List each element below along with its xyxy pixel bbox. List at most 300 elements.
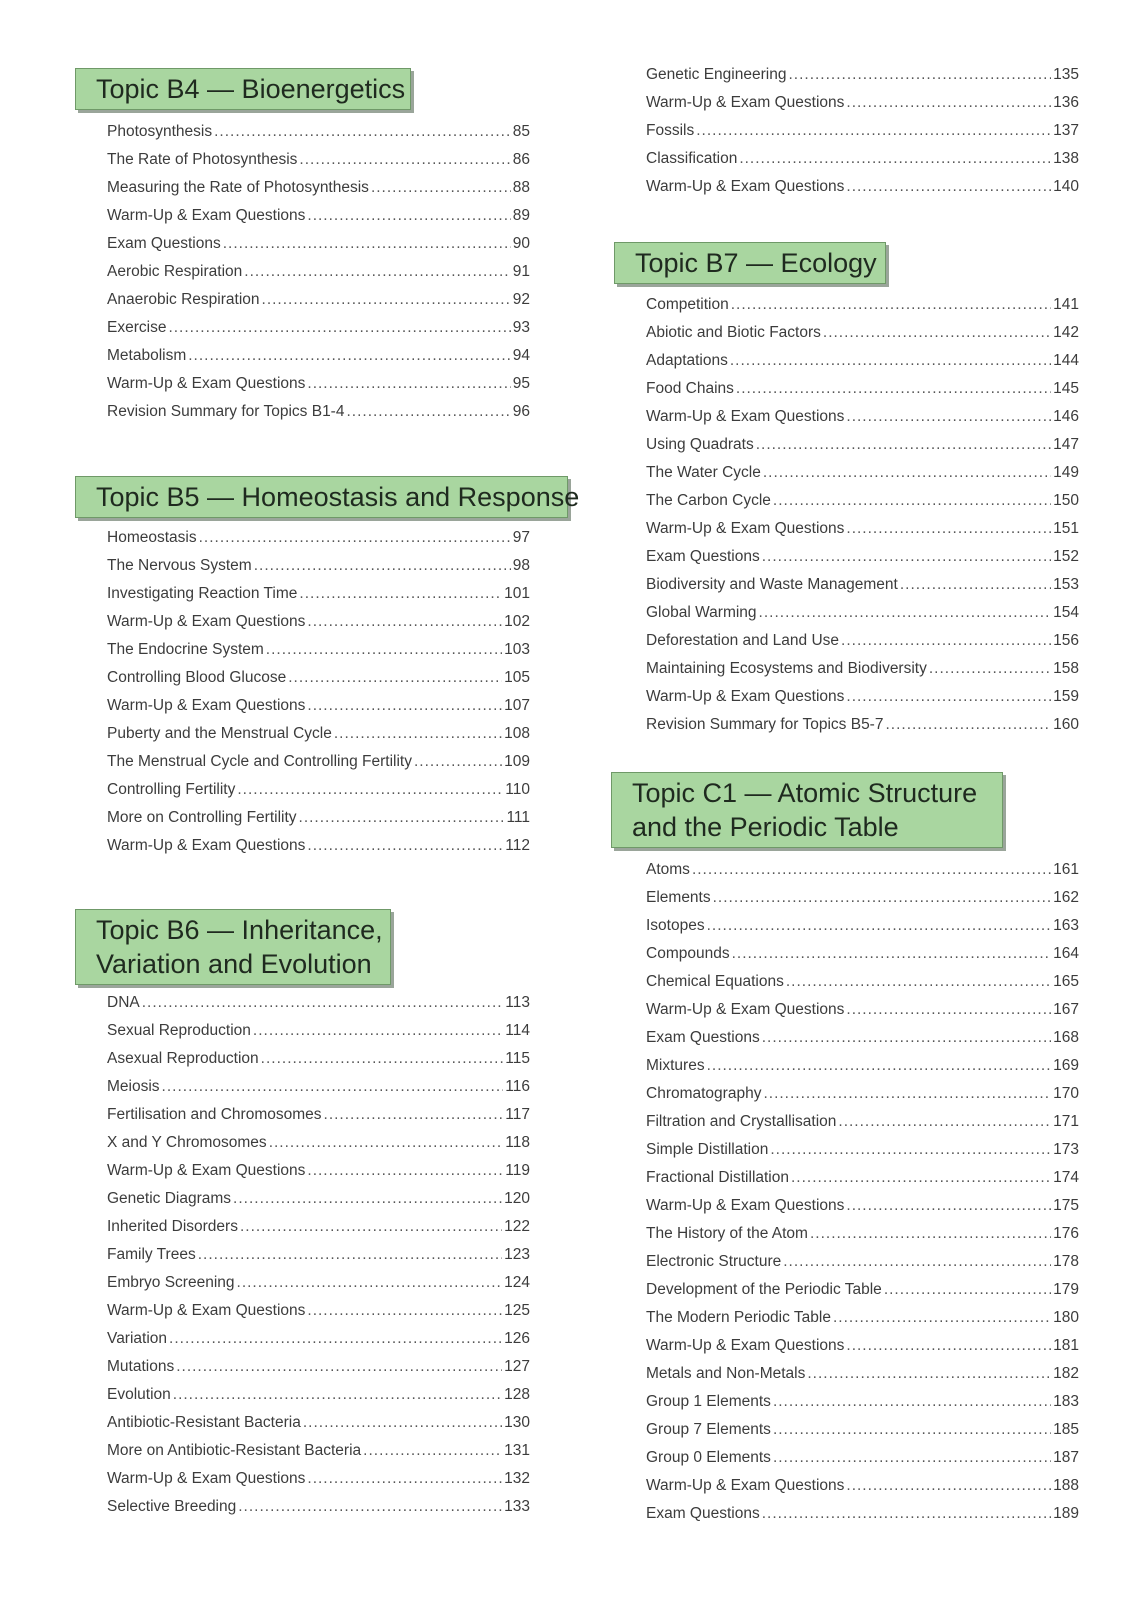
toc-entry-page-number: 142 — [1053, 324, 1079, 341]
toc-entry-title: Food Chains — [646, 380, 734, 397]
topic-heading — [611, 772, 1003, 848]
dot-leader — [736, 375, 1051, 403]
toc-entry-title: Group 0 Elements — [646, 1449, 771, 1466]
toc-entry-page-number: 128 — [504, 1386, 530, 1403]
toc-entry-title: Warm-Up & Exam Questions — [107, 1470, 306, 1487]
dot-leader — [783, 1248, 1051, 1276]
dot-leader — [262, 286, 511, 314]
toc-entry-page-number: 145 — [1053, 380, 1079, 397]
toc-entry-page-number: 85 — [512, 123, 530, 140]
toc-entry[interactable] — [646, 683, 1079, 711]
dot-leader — [142, 989, 504, 1017]
dot-leader — [762, 543, 1051, 571]
dot-leader — [363, 1437, 502, 1465]
toc-entry-page-number: 110 — [505, 781, 530, 798]
toc-entry-title: Using Quadrats — [646, 436, 754, 453]
topic-heading — [75, 68, 411, 110]
toc-entry[interactable] — [646, 1500, 1079, 1528]
dot-leader — [846, 996, 1051, 1024]
dot-leader — [791, 1164, 1051, 1192]
toc-entry-title: The Carbon Cycle — [646, 492, 771, 509]
toc-entry-page-number: 182 — [1053, 1365, 1079, 1382]
toc-entry-page-number: 179 — [1053, 1281, 1079, 1298]
dot-leader — [162, 1073, 504, 1101]
toc-entry-page-number: 105 — [504, 669, 530, 686]
toc-entry-page-number: 151 — [1053, 520, 1079, 537]
toc-entry-page-number: 92 — [512, 291, 530, 308]
toc-entry-title: Variation — [107, 1330, 168, 1347]
toc-entry[interactable] — [107, 1157, 530, 1185]
toc-entry-title: The Menstrual Cycle and Controlling Fertility — [107, 753, 412, 770]
dot-leader — [773, 1444, 1051, 1472]
toc-entry[interactable] — [107, 230, 530, 258]
toc-entry[interactable] — [107, 1045, 530, 1073]
dot-leader — [299, 580, 502, 608]
dot-leader — [841, 627, 1051, 655]
dot-leader — [324, 1101, 504, 1129]
toc-entry-title: Simple Distillation — [646, 1141, 769, 1158]
dot-leader — [731, 291, 1051, 319]
dot-leader — [176, 1353, 502, 1381]
toc-entry-page-number: 165 — [1053, 973, 1079, 990]
dot-leader — [846, 1192, 1051, 1220]
toc-entry-title: Controlling Fertility — [107, 781, 236, 798]
dot-leader — [346, 398, 510, 426]
dot-leader — [846, 1332, 1051, 1360]
toc-entry-page-number: 125 — [504, 1302, 530, 1319]
toc-entry-page-number: 144 — [1053, 352, 1079, 369]
toc-entry[interactable] — [646, 515, 1079, 543]
topic-heading — [614, 242, 886, 284]
dot-leader — [238, 1493, 502, 1521]
dot-leader — [773, 1416, 1051, 1444]
toc-entry-page-number: 180 — [1053, 1309, 1079, 1326]
toc-entry-title: Global Warming — [646, 604, 757, 621]
toc-entry[interactable] — [646, 1192, 1079, 1220]
toc-entry-page-number: 140 — [1053, 178, 1079, 195]
toc-entry-page-number: 167 — [1053, 1001, 1079, 1018]
toc-entry-title: Photosynthesis — [107, 123, 213, 140]
toc-entry[interactable] — [107, 524, 530, 552]
toc-entry[interactable] — [646, 459, 1079, 487]
dot-leader — [707, 1052, 1052, 1080]
toc-entry[interactable] — [646, 543, 1079, 571]
dot-leader — [371, 174, 511, 202]
toc-entry[interactable] — [107, 552, 530, 580]
toc-entry-page-number: 127 — [504, 1358, 530, 1375]
dot-leader — [763, 459, 1051, 487]
toc-entry[interactable] — [646, 884, 1079, 912]
dot-leader — [846, 1472, 1051, 1500]
toc-entry[interactable] — [107, 832, 530, 860]
toc-entry[interactable] — [646, 1108, 1079, 1136]
toc-entry-title: Warm-Up & Exam Questions — [646, 1197, 845, 1214]
toc-entry-page-number: 150 — [1053, 492, 1079, 509]
toc-entry-title: Sexual Reproduction — [107, 1022, 251, 1039]
toc-entry[interactable] — [107, 146, 530, 174]
toc-entry-title: Homeostasis — [107, 529, 197, 546]
toc-entry-page-number: 122 — [504, 1218, 530, 1235]
toc-entry-page-number: 126 — [504, 1330, 530, 1347]
toc-entry-page-number: 147 — [1053, 436, 1079, 453]
toc-entry[interactable] — [107, 580, 530, 608]
toc-list — [646, 291, 1079, 739]
toc-list — [646, 61, 1079, 201]
toc-entry-page-number: 187 — [1053, 1449, 1079, 1466]
dot-leader — [692, 856, 1051, 884]
toc-entry[interactable] — [107, 1129, 530, 1157]
dot-leader — [188, 342, 511, 370]
toc-entry-title: Asexual Reproduction — [107, 1050, 259, 1067]
toc-entry[interactable] — [646, 1472, 1079, 1500]
toc-entry-title: Fossils — [646, 122, 695, 139]
topic-heading-line: Topic B7 — Ecology — [635, 248, 877, 278]
toc-entry[interactable] — [646, 571, 1079, 599]
toc-entry-title: Embryo Screening — [107, 1274, 235, 1291]
dot-leader — [334, 720, 502, 748]
toc-entry-page-number: 170 — [1053, 1085, 1079, 1102]
toc-entry-title: Exam Questions — [107, 235, 221, 252]
dot-leader — [773, 1388, 1051, 1416]
toc-entry-page-number: 96 — [512, 403, 530, 420]
toc-entry-title: Warm-Up & Exam Questions — [107, 837, 306, 854]
toc-entry-title: The Rate of Photosynthesis — [107, 151, 298, 168]
dot-leader — [884, 1276, 1051, 1304]
dot-leader — [846, 89, 1051, 117]
toc-entry-title: Genetic Engineering — [646, 66, 787, 83]
toc-entry-page-number: 120 — [504, 1190, 530, 1207]
dot-leader — [299, 146, 510, 174]
toc-entry[interactable] — [107, 636, 530, 664]
dot-leader — [288, 664, 502, 692]
toc-entry-title: Measuring the Rate of Photosynthesis — [107, 179, 369, 196]
toc-entry-title: The History of the Atom — [646, 1225, 808, 1242]
toc-entry[interactable] — [646, 1136, 1079, 1164]
toc-entry-title: Adaptations — [646, 352, 728, 369]
toc-entry-page-number: 189 — [1053, 1505, 1079, 1522]
toc-entry-title: Warm-Up & Exam Questions — [107, 1302, 306, 1319]
toc-entry[interactable] — [107, 1017, 530, 1045]
toc-entry[interactable] — [646, 61, 1079, 89]
toc-entry[interactable] — [107, 1325, 530, 1353]
toc-entry[interactable] — [107, 1381, 530, 1409]
toc-list — [107, 118, 530, 426]
dot-leader — [732, 940, 1052, 968]
toc-entry-page-number: 133 — [504, 1498, 530, 1515]
toc-entry-title: Aerobic Respiration — [107, 263, 243, 280]
toc-entry-title: Atoms — [646, 861, 690, 878]
toc-entry[interactable] — [107, 748, 530, 776]
toc-entry[interactable] — [646, 1444, 1079, 1472]
toc-entry-title: Warm-Up & Exam Questions — [646, 1337, 845, 1354]
toc-entry[interactable] — [107, 1493, 530, 1521]
toc-entry[interactable] — [107, 258, 530, 286]
dot-leader — [900, 571, 1051, 599]
toc-entry-page-number: 185 — [1053, 1421, 1079, 1438]
toc-entry-title: Group 1 Elements — [646, 1393, 771, 1410]
toc-entry[interactable] — [646, 1164, 1079, 1192]
toc-entry[interactable] — [107, 398, 530, 426]
toc-entry-title: Filtration and Crystallisation — [646, 1113, 837, 1130]
topic-heading-line: and the Periodic Table — [632, 812, 899, 842]
toc-entry-page-number: 188 — [1053, 1477, 1079, 1494]
toc-entry-page-number: 95 — [512, 375, 530, 392]
dot-leader — [833, 1304, 1051, 1332]
toc-entry-title: The Nervous System — [107, 557, 252, 574]
toc-entry[interactable] — [107, 1465, 530, 1493]
toc-entry[interactable] — [646, 1052, 1079, 1080]
toc-entry[interactable] — [646, 1080, 1079, 1108]
toc-entry-title: Warm-Up & Exam Questions — [107, 1162, 306, 1179]
toc-entry[interactable] — [646, 347, 1079, 375]
toc-entry-title: Warm-Up & Exam Questions — [646, 94, 845, 111]
toc-entry-title: Family Trees — [107, 1246, 196, 1263]
toc-entry-title: Evolution — [107, 1386, 171, 1403]
toc-entry[interactable] — [646, 1304, 1079, 1332]
toc-entry[interactable] — [646, 291, 1079, 319]
toc-entry-page-number: 102 — [504, 613, 530, 630]
toc-entry-title: More on Controlling Fertility — [107, 809, 297, 826]
toc-entry-page-number: 116 — [505, 1078, 530, 1095]
toc-entry-page-number: 174 — [1053, 1169, 1079, 1186]
toc-entry-title: Exam Questions — [646, 1029, 760, 1046]
toc-entry[interactable] — [107, 118, 530, 146]
toc-entry[interactable] — [107, 1101, 530, 1129]
toc-entry[interactable] — [646, 996, 1079, 1024]
toc-entry[interactable] — [107, 1185, 530, 1213]
toc-entry-page-number: 86 — [512, 151, 530, 168]
toc-entry[interactable] — [646, 1360, 1079, 1388]
toc-entry-title: Genetic Diagrams — [107, 1190, 232, 1207]
toc-entry[interactable] — [646, 403, 1079, 431]
toc-entry[interactable] — [107, 1353, 530, 1381]
dot-leader — [885, 711, 1051, 739]
toc-entry[interactable] — [646, 711, 1079, 739]
dot-leader — [307, 1297, 502, 1325]
toc-entry-title: Exam Questions — [646, 1505, 760, 1522]
toc-entry[interactable] — [646, 1024, 1079, 1052]
toc-entry-title: Classification — [646, 150, 738, 167]
toc-entry-title: Warm-Up & Exam Questions — [646, 1477, 845, 1494]
dot-leader — [713, 884, 1052, 912]
toc-entry-page-number: 158 — [1053, 660, 1079, 677]
toc-entry[interactable] — [107, 608, 530, 636]
toc-entry-page-number: 136 — [1053, 94, 1079, 111]
toc-entry-title: Selective Breeding — [107, 1498, 237, 1515]
dot-leader — [762, 1500, 1051, 1528]
dot-leader — [770, 1136, 1051, 1164]
dot-leader — [303, 1409, 502, 1437]
toc-entry[interactable] — [107, 370, 530, 398]
dot-leader — [810, 1220, 1051, 1248]
dot-leader — [414, 748, 502, 776]
dot-leader — [307, 370, 510, 398]
toc-entry-page-number: 109 — [504, 753, 530, 770]
dot-leader — [823, 319, 1051, 347]
toc-entry[interactable] — [107, 1437, 530, 1465]
toc-entry[interactable] — [646, 1276, 1079, 1304]
toc-entry-title: Anaerobic Respiration — [107, 291, 260, 308]
toc-entry-title: Revision Summary for Topics B1-4 — [107, 403, 345, 420]
toc-entry-page-number: 149 — [1053, 464, 1079, 481]
toc-entry[interactable] — [107, 989, 530, 1017]
dot-leader — [929, 655, 1051, 683]
toc-entry-title: Isotopes — [646, 917, 705, 934]
toc-entry-title: More on Antibiotic-Resistant Bacteria — [107, 1442, 362, 1459]
toc-entry-page-number: 154 — [1053, 604, 1079, 621]
dot-leader — [237, 776, 503, 804]
toc-entry-title: Electronic Structure — [646, 1253, 782, 1270]
toc-entry[interactable] — [646, 375, 1079, 403]
toc-entry[interactable] — [646, 1416, 1079, 1444]
dot-leader — [214, 118, 511, 146]
toc-entry-page-number: 181 — [1053, 1337, 1079, 1354]
toc-entry[interactable] — [646, 145, 1079, 173]
dot-leader — [269, 1129, 504, 1157]
toc-entry[interactable] — [646, 319, 1079, 347]
dot-leader — [838, 1108, 1051, 1136]
dot-leader — [763, 1080, 1051, 1108]
toc-entry-title: X and Y Chromosomes — [107, 1134, 267, 1151]
toc-entry-title: Fractional Distillation — [646, 1169, 789, 1186]
toc-entry-page-number: 114 — [505, 1022, 530, 1039]
toc-entry-title: Warm-Up & Exam Questions — [107, 697, 306, 714]
dot-leader — [307, 1157, 503, 1185]
toc-entry[interactable] — [646, 627, 1079, 655]
toc-entry-page-number: 162 — [1053, 889, 1079, 906]
toc-entry-title: Inherited Disorders — [107, 1218, 238, 1235]
toc-entry-title: Development of the Periodic Table — [646, 1281, 882, 1298]
toc-entry-page-number: 153 — [1053, 576, 1079, 593]
dot-leader — [237, 1269, 503, 1297]
toc-entry[interactable] — [646, 431, 1079, 459]
dot-leader — [788, 61, 1051, 89]
toc-entry-page-number: 117 — [505, 1106, 530, 1123]
toc-entry-title: Mutations — [107, 1358, 175, 1375]
toc-entry[interactable] — [107, 1213, 530, 1241]
toc-entry[interactable] — [646, 940, 1079, 968]
dot-leader — [168, 314, 510, 342]
toc-entry-page-number: 98 — [512, 557, 530, 574]
toc-entry[interactable] — [646, 173, 1079, 201]
toc-entry-page-number: 103 — [504, 641, 530, 658]
dot-leader — [199, 524, 511, 552]
toc-entry-title: Warm-Up & Exam Questions — [646, 688, 845, 705]
toc-entry[interactable] — [107, 804, 530, 832]
toc-entry[interactable] — [646, 1388, 1079, 1416]
dot-leader — [261, 1045, 504, 1073]
toc-entry-title: Revision Summary for Topics B5-7 — [646, 716, 884, 733]
toc-entry-title: Exercise — [107, 319, 167, 336]
dot-leader — [307, 608, 502, 636]
toc-entry-page-number: 89 — [512, 207, 530, 224]
toc-entry[interactable] — [646, 487, 1079, 515]
topic-heading-line: Topic C1 — Atomic Structure — [632, 778, 978, 808]
dot-leader — [786, 968, 1051, 996]
toc-entry-page-number: 132 — [504, 1470, 530, 1487]
toc-entry-title: Biodiversity and Waste Management — [646, 576, 898, 593]
dot-leader — [244, 258, 510, 286]
toc-entry[interactable] — [107, 342, 530, 370]
toc-entry-page-number: 169 — [1053, 1057, 1079, 1074]
toc-entry-title: Antibiotic-Resistant Bacteria — [107, 1414, 301, 1431]
toc-list — [107, 524, 530, 860]
toc-entry-page-number: 135 — [1053, 66, 1079, 83]
dot-leader — [198, 1241, 502, 1269]
toc-entry[interactable] — [107, 692, 530, 720]
toc-entry[interactable] — [646, 912, 1079, 940]
toc-entry-page-number: 171 — [1053, 1113, 1079, 1130]
toc-entry-page-number: 131 — [504, 1442, 530, 1459]
toc-entry-title: Metabolism — [107, 347, 187, 364]
toc-entry[interactable] — [107, 664, 530, 692]
toc-entry[interactable] — [107, 314, 530, 342]
toc-entry[interactable] — [107, 720, 530, 748]
toc-entry-page-number: 173 — [1053, 1141, 1079, 1158]
toc-entry-title: Warm-Up & Exam Questions — [107, 613, 306, 630]
toc-entry-page-number: 119 — [505, 1162, 530, 1179]
toc-entry[interactable] — [646, 117, 1079, 145]
toc-entry[interactable] — [107, 286, 530, 314]
toc-entry-page-number: 156 — [1053, 632, 1079, 649]
toc-entry-page-number: 88 — [512, 179, 530, 196]
toc-entry-page-number: 108 — [504, 725, 530, 742]
dot-leader — [223, 230, 511, 258]
toc-entry-title: Abiotic and Biotic Factors — [646, 324, 821, 341]
toc-entry-title: Exam Questions — [646, 548, 760, 565]
dot-leader — [307, 832, 503, 860]
toc-entry[interactable] — [107, 1073, 530, 1101]
toc-entry-title: Chemical Equations — [646, 973, 784, 990]
toc-list — [646, 856, 1079, 1528]
toc-entry-title: Fertilisation and Chromosomes — [107, 1106, 322, 1123]
toc-entry[interactable] — [646, 1220, 1079, 1248]
toc-entry[interactable] — [107, 1297, 530, 1325]
toc-entry-page-number: 93 — [512, 319, 530, 336]
toc-entry[interactable] — [646, 89, 1079, 117]
dot-leader — [846, 403, 1051, 431]
toc-entry[interactable] — [646, 856, 1079, 884]
toc-entry-page-number: 161 — [1053, 861, 1079, 878]
toc-entry-title: Group 7 Elements — [646, 1421, 771, 1438]
toc-entry-page-number: 183 — [1053, 1393, 1079, 1410]
toc-entry-page-number: 138 — [1053, 150, 1079, 167]
dot-leader — [169, 1325, 502, 1353]
toc-entry-page-number: 178 — [1053, 1253, 1079, 1270]
toc-entry[interactable] — [107, 1269, 530, 1297]
toc-entry[interactable] — [107, 1241, 530, 1269]
dot-leader — [307, 1465, 502, 1493]
toc-entry[interactable] — [107, 174, 530, 202]
toc-entry[interactable] — [646, 1248, 1079, 1276]
toc-entry[interactable] — [646, 1332, 1079, 1360]
toc-entry[interactable] — [646, 968, 1079, 996]
toc-entry-page-number: 112 — [505, 837, 530, 854]
dot-leader — [307, 692, 502, 720]
toc-entry-title: Warm-Up & Exam Questions — [646, 1001, 845, 1018]
toc-entry-title: Maintaining Ecosystems and Biodiversity — [646, 660, 927, 677]
toc-entry-page-number: 118 — [505, 1134, 530, 1151]
toc-entry[interactable] — [107, 202, 530, 230]
dot-leader — [299, 804, 505, 832]
dot-leader — [846, 683, 1051, 711]
toc-entry-title: Puberty and the Menstrual Cycle — [107, 725, 332, 742]
toc-entry[interactable] — [107, 1409, 530, 1437]
toc-entry[interactable] — [646, 655, 1079, 683]
toc-entry-page-number: 164 — [1053, 945, 1079, 962]
toc-entry[interactable] — [646, 599, 1079, 627]
toc-entry[interactable] — [107, 776, 530, 804]
